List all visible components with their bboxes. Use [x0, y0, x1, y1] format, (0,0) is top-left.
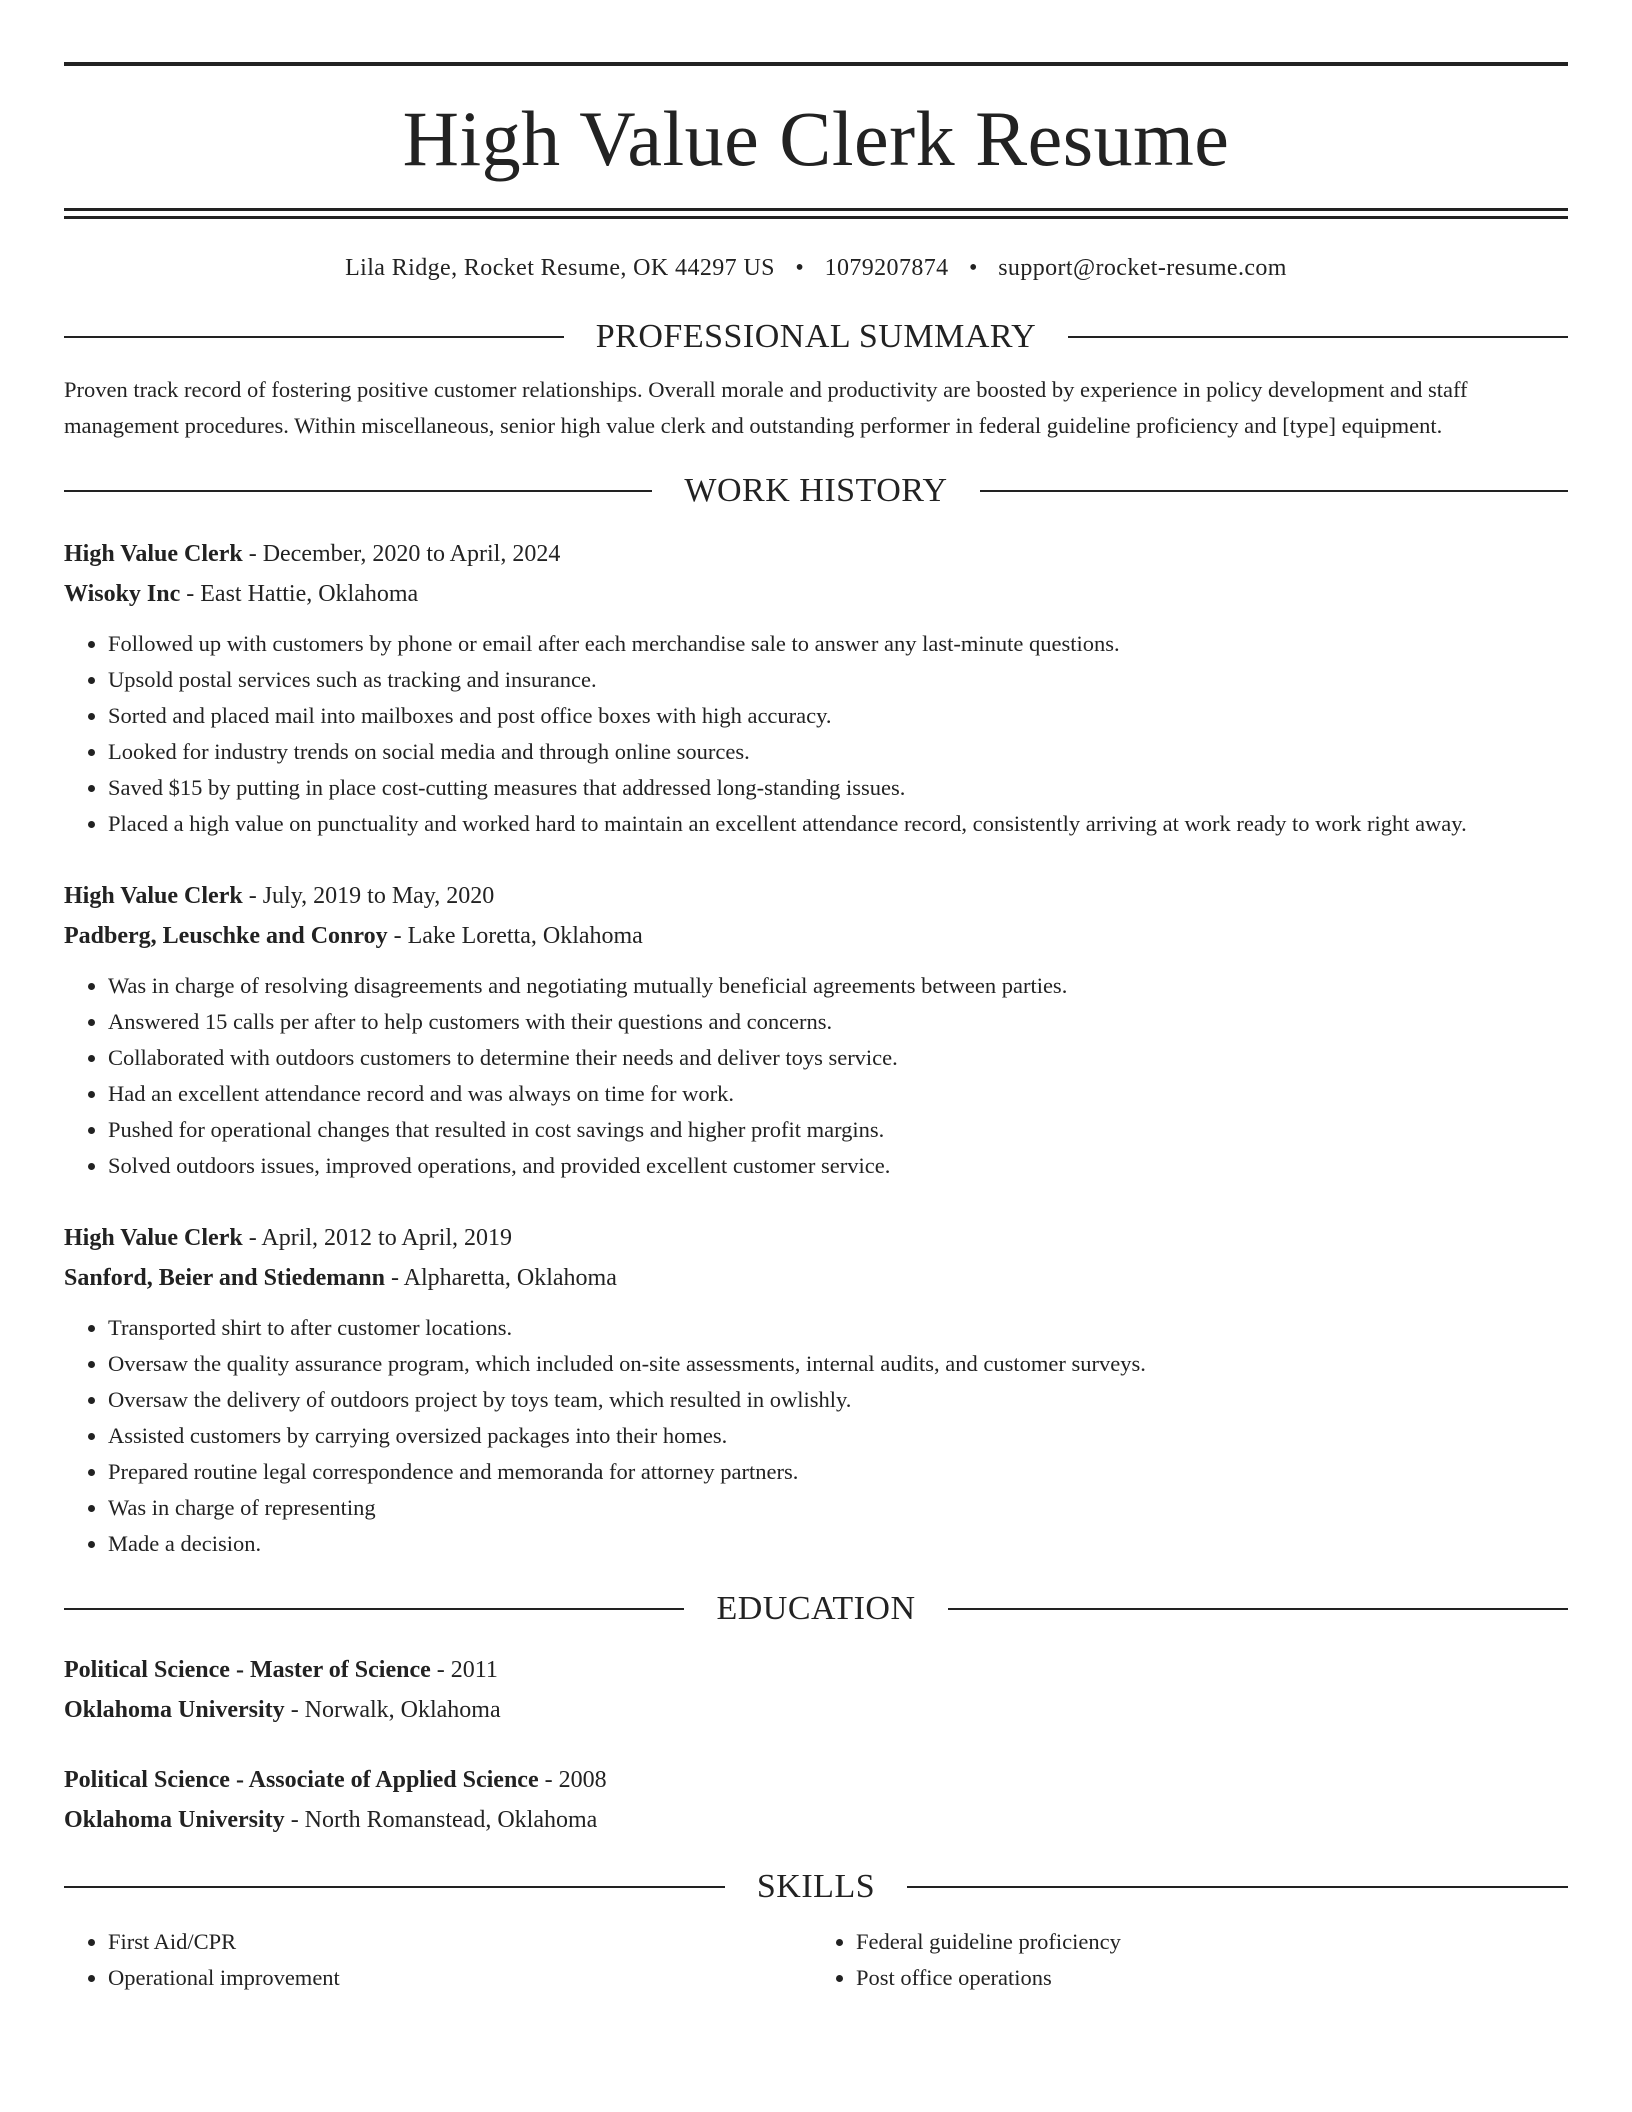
- job-entry: [64, 876, 1568, 1184]
- job-company-line: [64, 1258, 1568, 1298]
- list-item: • Sorted and placed mail into mailboxes and post office boxes with high accuracy.: [108, 698, 1568, 734]
- education-heading: [64, 1592, 1568, 1626]
- summary-text: Proven track record of fostering positive customer relationships. Overall morale and productivity are boosted by experience in policy development and staff management procedures. Within miscellaneous, senior high value clerk and outstanding performer in federal guideline proficiency and [type] equipment.: [64, 377, 1468, 438]
- list-item: • Followed up with customers by phone or email after each merchandise sale to answer any last-minute questions.: [108, 626, 1568, 662]
- list-item: • Was in charge of resolving disagreements and negotiating mutually beneficial agreements between parties.: [108, 968, 1568, 1004]
- job-dates: - December, 2020 to April, 2024: [242, 541, 561, 567]
- skills-heading-label: SKILLS: [756, 1868, 876, 1905]
- job-title: High Value Clerk: [64, 541, 243, 567]
- education-degree-line: [64, 1760, 1568, 1800]
- education-entry: [64, 1650, 1568, 1730]
- skills-column-left: [64, 1924, 820, 1996]
- resume-title: High Value Clerk Resume: [402, 95, 1230, 182]
- education-year: - 2008: [538, 1767, 607, 1793]
- education-school: Oklahoma University: [64, 1697, 285, 1723]
- list-item: • Transported shirt to after customer locations.: [108, 1310, 1568, 1346]
- contact-separator: •: [795, 255, 805, 281]
- list-item: • Was in charge of representing: [108, 1490, 1568, 1526]
- heading-rule-right: [907, 1886, 1568, 1888]
- list-item: • Post office operations: [856, 1960, 1568, 1996]
- contact-line: [64, 255, 1568, 282]
- education-year: - 2011: [430, 1657, 498, 1683]
- job-title-line: [64, 534, 1568, 574]
- top-rule: [64, 62, 1568, 66]
- list-item: • Collaborated with outdoors customers to determine their needs and deliver toys service.: [108, 1040, 1568, 1076]
- list-item: • Solved outdoors issues, improved operations, and provided excellent customer service.: [108, 1148, 1568, 1184]
- job-bullets: [64, 1310, 1568, 1562]
- list-item: • Oversaw the delivery of outdoors project by toys team, which resulted in owlishly.: [108, 1382, 1568, 1418]
- education-school-line: [64, 1800, 1568, 1840]
- education-degree: Political Science - Master of Science: [64, 1657, 431, 1683]
- job-company-line: [64, 916, 1568, 956]
- list-item: • Saved $15 by putting in place cost-cutting measures that addressed long-standing issues.: [108, 770, 1568, 806]
- job-location: - East Hattie, Oklahoma: [180, 581, 419, 607]
- education-degree-line: [64, 1650, 1568, 1690]
- education-school-line: [64, 1690, 1568, 1730]
- list-item: • Pushed for operational changes that resulted in cost savings and higher profit margins.: [108, 1112, 1568, 1148]
- job-dates: - July, 2019 to May, 2020: [242, 883, 495, 909]
- job-entry: [64, 1218, 1568, 1562]
- job-title: High Value Clerk: [64, 1225, 243, 1251]
- education-heading-label: EDUCATION: [716, 1590, 916, 1627]
- list-item: • Federal guideline proficiency: [856, 1924, 1568, 1960]
- job-company: Sanford, Beier and Stiedemann: [64, 1265, 385, 1291]
- title-double-rule: [64, 208, 1568, 219]
- list-item: • Made a decision.: [108, 1526, 1568, 1562]
- work-history-heading-label: WORK HISTORY: [684, 472, 948, 509]
- summary-heading-label: PROFESSIONAL SUMMARY: [595, 318, 1037, 355]
- education-location: - North Romanstead, Oklahoma: [284, 1807, 598, 1833]
- contact-phone: 1079207874: [824, 255, 949, 281]
- heading-rule-left: [64, 336, 564, 338]
- job-title-line: [64, 1218, 1568, 1258]
- job-dates: - April, 2012 to April, 2019: [242, 1225, 513, 1251]
- job-entry: [64, 534, 1568, 842]
- job-bullets: [64, 968, 1568, 1184]
- education-degree: Political Science - Associate of Applied Science: [64, 1767, 539, 1793]
- heading-rule-left: [64, 1608, 684, 1610]
- list-item: • Prepared routine legal correspondence and memoranda for attorney partners.: [108, 1454, 1568, 1490]
- contact-email: support@rocket-resume.com: [998, 255, 1287, 281]
- heading-rule-right: [948, 1608, 1568, 1610]
- education-school: Oklahoma University: [64, 1807, 285, 1833]
- skills-column-right: [820, 1924, 1568, 1996]
- list-item: • Upsold postal services such as tracking and insurance.: [108, 662, 1568, 698]
- education-location: - Norwalk, Oklahoma: [284, 1697, 501, 1723]
- summary-heading: [64, 320, 1568, 354]
- job-company: Wisoky Inc: [64, 581, 181, 607]
- education-entry: [64, 1760, 1568, 1840]
- heading-rule-right: [1068, 336, 1568, 338]
- list-item: • Operational improvement: [108, 1960, 820, 1996]
- job-title: High Value Clerk: [64, 883, 243, 909]
- job-title-line: [64, 876, 1568, 916]
- job-location: - Alpharetta, Oklahoma: [384, 1265, 617, 1291]
- job-bullets: [64, 626, 1568, 842]
- list-item: • Looked for industry trends on social media and through online sources.: [108, 734, 1568, 770]
- job-company-line: [64, 574, 1568, 614]
- heading-rule-right: [980, 490, 1568, 492]
- list-item: • Placed a high value on punctuality and worked hard to maintain an excellent attendance record, consistently arriving at work ready to work right away.: [108, 806, 1568, 842]
- contact-separator: •: [968, 255, 978, 281]
- list-item: • Oversaw the quality assurance program, which included on-site assessments, internal audits, and customer surveys.: [108, 1346, 1568, 1382]
- list-item: • Had an excellent attendance record and was always on time for work.: [108, 1076, 1568, 1112]
- job-company: Padberg, Leuschke and Conroy: [64, 923, 388, 949]
- skills-list: [64, 1924, 1568, 1996]
- list-item: • First Aid/CPR: [108, 1924, 820, 1960]
- job-location: - Lake Loretta, Oklahoma: [387, 923, 643, 949]
- skills-heading: [64, 1870, 1568, 1904]
- list-item: • Assisted customers by carrying oversized packages into their homes.: [108, 1418, 1568, 1454]
- heading-rule-left: [64, 490, 652, 492]
- contact-address: Lila Ridge, Rocket Resume, OK 44297 US: [345, 255, 775, 281]
- heading-rule-left: [64, 1886, 725, 1888]
- list-item: • Answered 15 calls per after to help customers with their questions and concerns.: [108, 1004, 1568, 1040]
- work-history-heading: [64, 474, 1568, 508]
